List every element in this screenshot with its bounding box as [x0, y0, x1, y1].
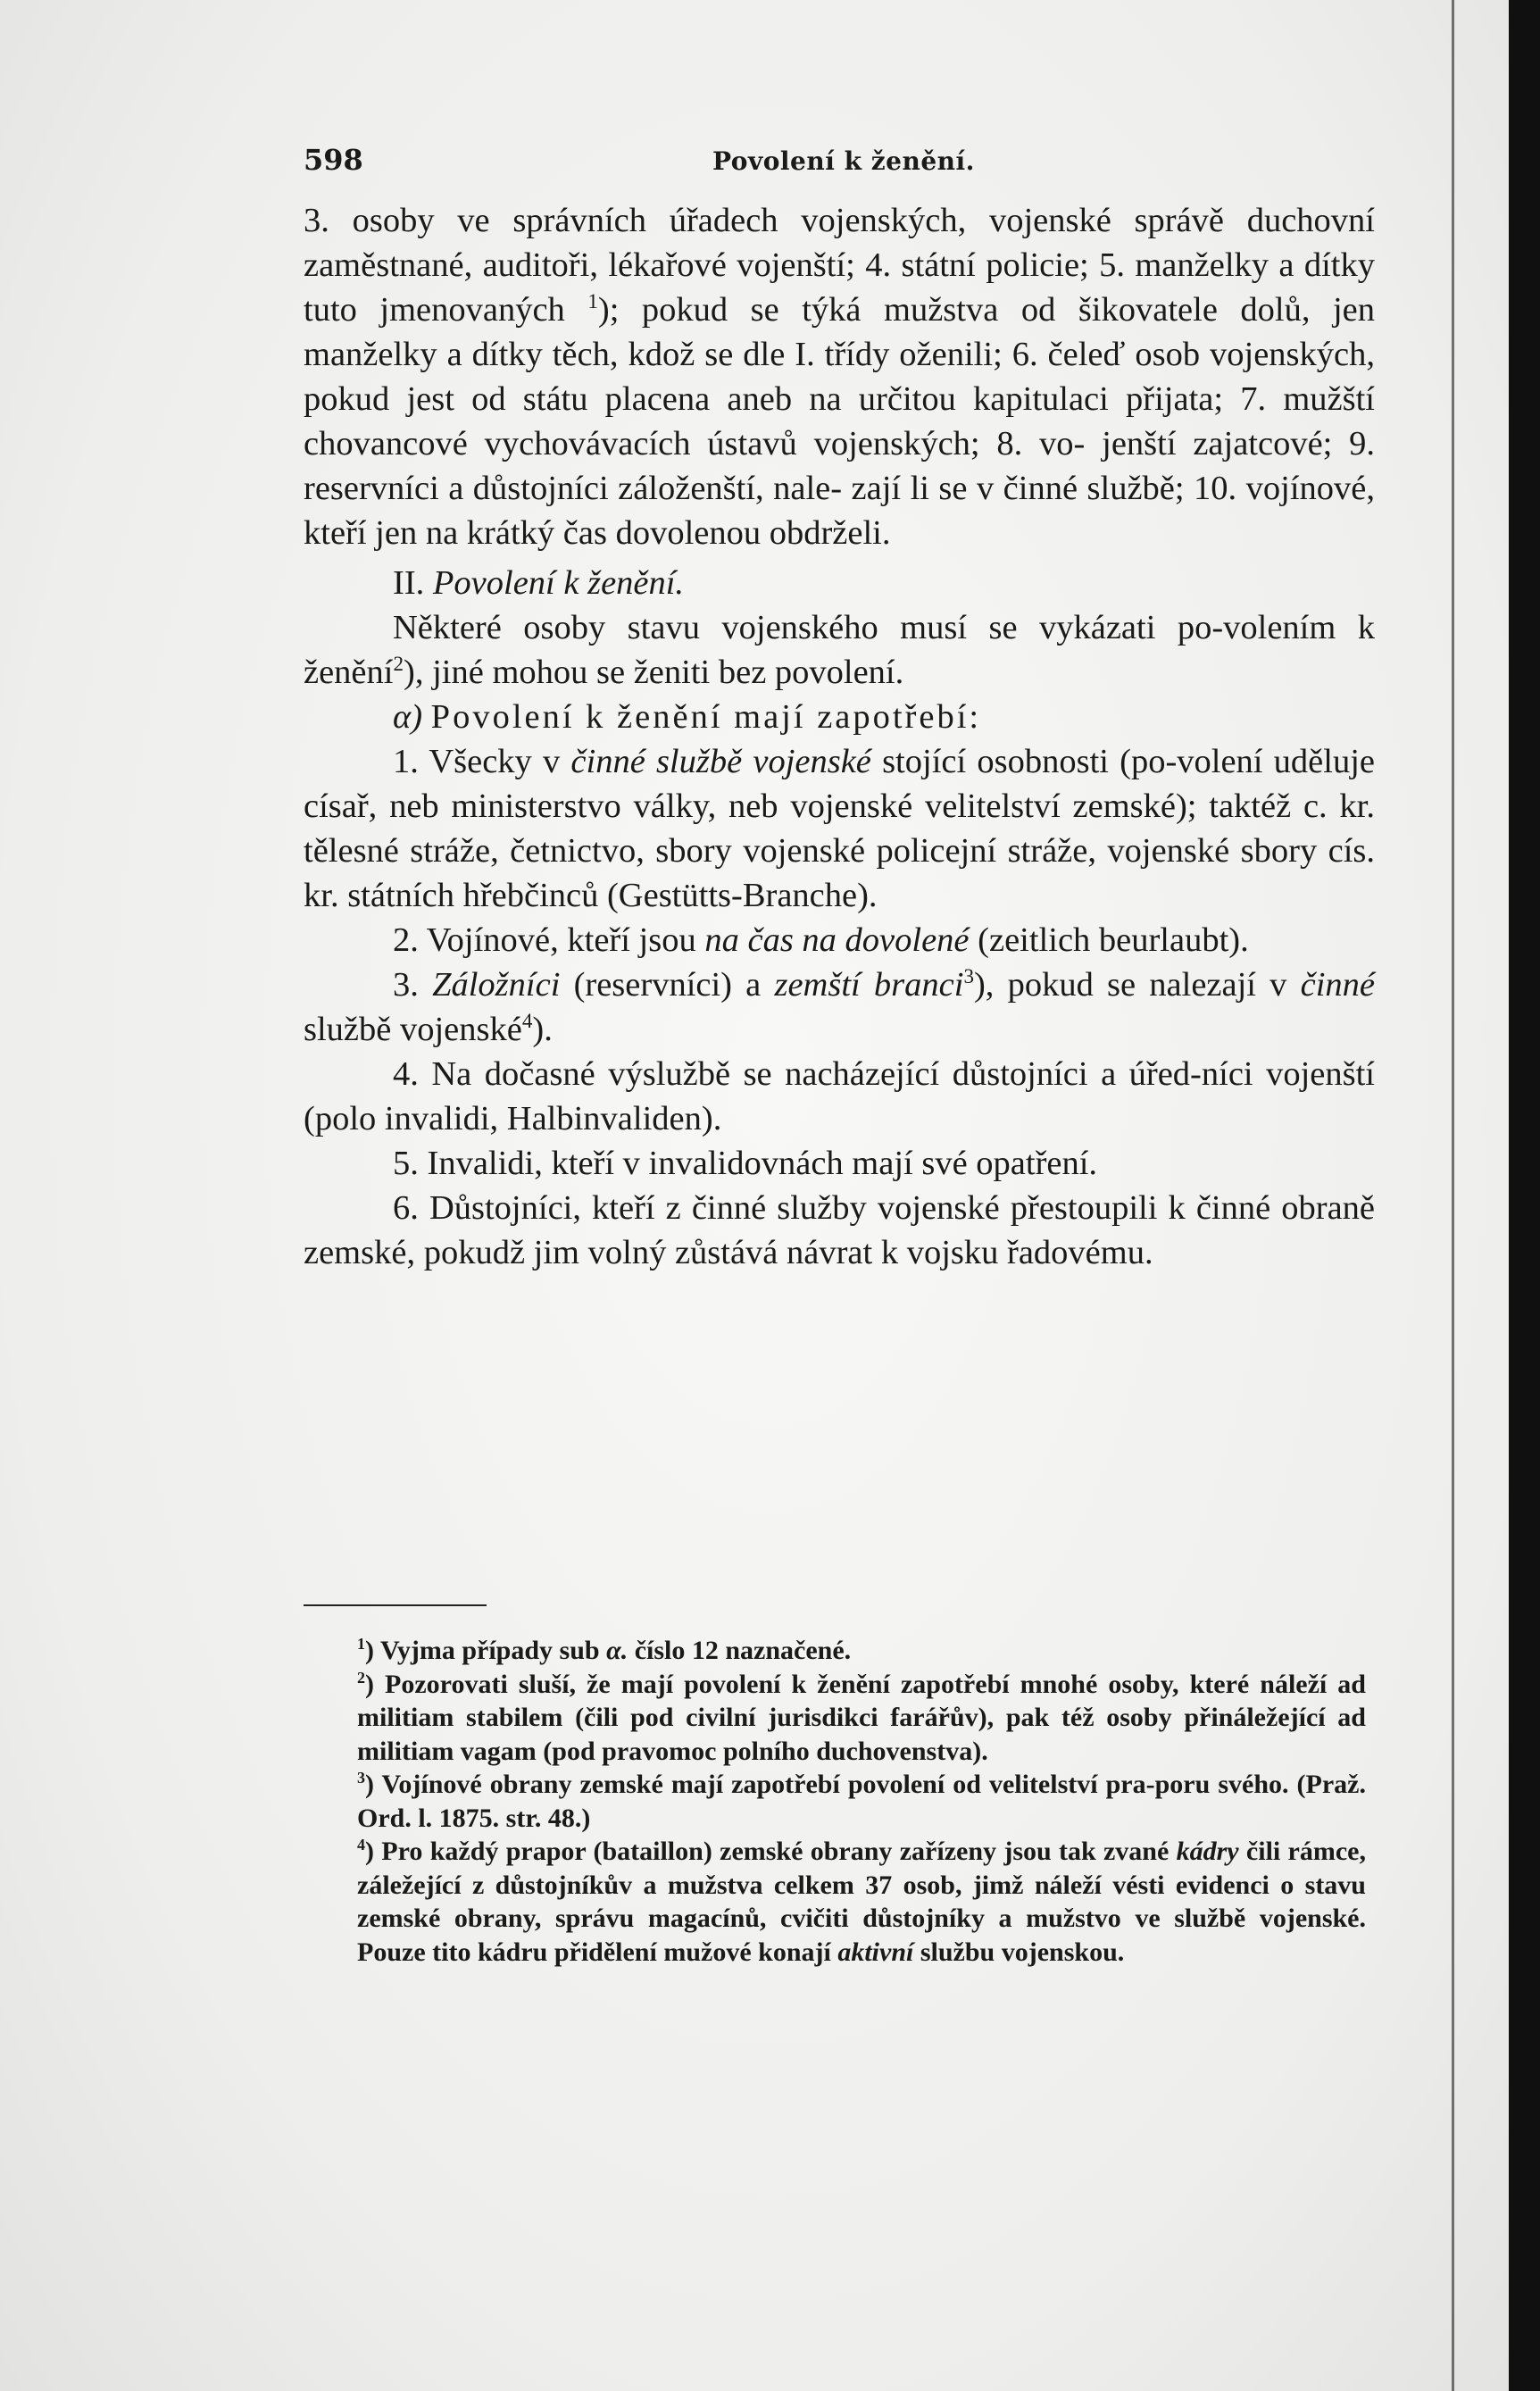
text-run: 1. Všecky v: [393, 743, 561, 780]
text-line: týká mužstva od šikovatele dolů, jen manželky a dítky těch,: [304, 291, 1376, 373]
page-number: 598: [304, 143, 363, 177]
list-item-4: [304, 1052, 1375, 1141]
list-item-1: [304, 739, 1375, 918]
footnote-2: [357, 1668, 1366, 1769]
text-run: ), jiné mohou se ženiti bez povolení.: [404, 654, 904, 691]
text-line: 3. osoby ve správních úřadech vojenských, vojenské správě: [304, 202, 1224, 239]
footnote-divider: [304, 1604, 487, 1606]
text-run: 4. Na dočasné výslužbě se nacházející důstojníci a úřed-níci vojenští (polo invalidi, Halbinvaliden).: [304, 1055, 1375, 1137]
footnote-mark: 1: [357, 1635, 365, 1653]
footnotes: [357, 1634, 1366, 1969]
text-run: Některé osoby stavu vojenského musí se vykázati po-volením k ženění: [304, 609, 1375, 691]
emphasis: kádry: [1176, 1837, 1239, 1866]
page-header: [304, 143, 1366, 179]
text-run: ) Pro každý prapor (bataillon) zemské obrany zařízeny jsou tak zvané: [365, 1837, 1170, 1866]
main-text: [304, 198, 1375, 1275]
emphasis: činné službě vojenské: [570, 743, 871, 780]
text-run: čili rámce, záležející z důstojníkův a mužstva celkem 37 osob, jimž náleží vésti evidenci o stavu zemské obrany, správu magacínů, cvičiti důstojníky a mužstvo ve službě vojenské. Pouze tito kádru přidělení mužové konají: [357, 1837, 1366, 1967]
text-run: stojící osobnosti (po-volení uděluje císař, neb ministerstvo války, neb vojenské velitelství zemské); taktéž c. kr. tělesné stráže, četnictvo, sbory vojenské policejní stráže, vojenské sbory cís. kr. státních hřebčinců (Gestütts-Branche).: [304, 743, 1375, 914]
list-item-6: [304, 1186, 1375, 1275]
scan-edge-line: [1452, 0, 1454, 2391]
text-run: ) Vojínové obrany zemské mají zapotřebí povolení od velitelství pra-poru svého. (Praž. Ord. l. 1875. str. 48.): [357, 1770, 1366, 1833]
list-item-5: [304, 1141, 1375, 1186]
text-run: číslo 12 naznačené.: [634, 1636, 852, 1665]
text-run: (zeitlich beurlaubt).: [978, 921, 1249, 959]
paragraph-intro: [304, 605, 1375, 695]
emphasis: zemští branci: [774, 966, 964, 1004]
emphasis: Záložníci: [432, 966, 561, 1004]
text-run: službě vojenské: [304, 1011, 522, 1048]
subheading-a: [304, 695, 1375, 739]
text-line: duchovní zaměstnané, auditoři, lékařové vojenští; 4. státní: [304, 202, 1376, 284]
text-run: 3.: [393, 966, 419, 1004]
list-item-2: [304, 918, 1375, 962]
text-run: 6. Důstojníci, kteří z činné služby vojenské přestoupili k činné obraně zemské, pokudž jim volný zůstává návrat k vojsku řadovému.: [304, 1189, 1375, 1271]
footnote-mark: 3: [357, 1769, 365, 1787]
section-number: II.: [393, 564, 425, 602]
text-run: ), pokud se nalezají v: [973, 966, 1287, 1004]
text-run: službu vojenskou.: [920, 1937, 1125, 1967]
text-run: ) Vyjma případy sub: [365, 1636, 600, 1665]
paragraph-list-continuation: [304, 198, 1375, 555]
footnote-ref: 3: [963, 964, 974, 988]
text-run: ).: [532, 1011, 553, 1048]
text-run: 5. Invalidi, kteří v invalidovnách mají své opatření.: [393, 1145, 1098, 1182]
emphasis: činné: [1300, 966, 1375, 1004]
sub-letter: α): [393, 698, 423, 736]
text-line: čas dovolenou obdrželi.: [562, 514, 891, 552]
text-run: 2. Vojínové, kteří jsou: [393, 921, 696, 959]
running-title: Povolení k ženění.: [712, 146, 975, 176]
text-line: ); pokud se: [597, 291, 779, 329]
footnote-4: [357, 1835, 1366, 1969]
section-heading: [304, 561, 1375, 605]
text-line: jenští zajatcové; 9. reservníci a důstojníci záloženští, nale-: [304, 425, 1375, 507]
scan-dark-edge: [1509, 0, 1540, 2391]
emphasis: α.: [606, 1636, 628, 1665]
text-run: ) Pozorovati sluší, že mají povolení k ženění zapotřebí mnohé osoby, které náleží ad militiam stabilem (čili pod civilní jurisdikci farářův), pak též osoby přináležející ad militiam vagam (pod pravomoc polního duchovenstva).: [357, 1669, 1366, 1766]
text-line: mužští chovancové vychovávacích ústavů vojenských; 8. vo-: [304, 380, 1375, 462]
footnote-3: [357, 1768, 1366, 1835]
text-run: (reservníci) a: [573, 966, 762, 1004]
text-line: zají li se v činné službě; 10. vojínové, kteří jen na krátký: [304, 470, 1375, 552]
text-line: policie; 5. manželky a dítky tuto jmenovaných: [304, 246, 1375, 329]
text-line: kdož se dle I. třídy oženili; 6. čeleď osob vojenských, pokud: [304, 336, 1376, 418]
emphasis: aktivní: [837, 1937, 914, 1967]
footnote-1: [357, 1634, 1366, 1668]
text-line: jest od státu placena aneb na určitou kapitulaci přijata; 7.: [406, 380, 1267, 418]
footnote-ref: 4: [521, 1009, 533, 1033]
emphasis: na čas na dovolené: [704, 921, 970, 959]
subheading-text: Povolení k ženění mají zapotřebí:: [430, 698, 982, 736]
footnote-ref: 1: [587, 289, 598, 313]
footnote-mark: 4: [357, 1836, 365, 1854]
list-item-3: [304, 962, 1375, 1052]
section-title: Povolení k ženění.: [432, 564, 685, 602]
footnote-mark: 2: [357, 1668, 365, 1687]
footnote-ref: 2: [393, 652, 404, 676]
